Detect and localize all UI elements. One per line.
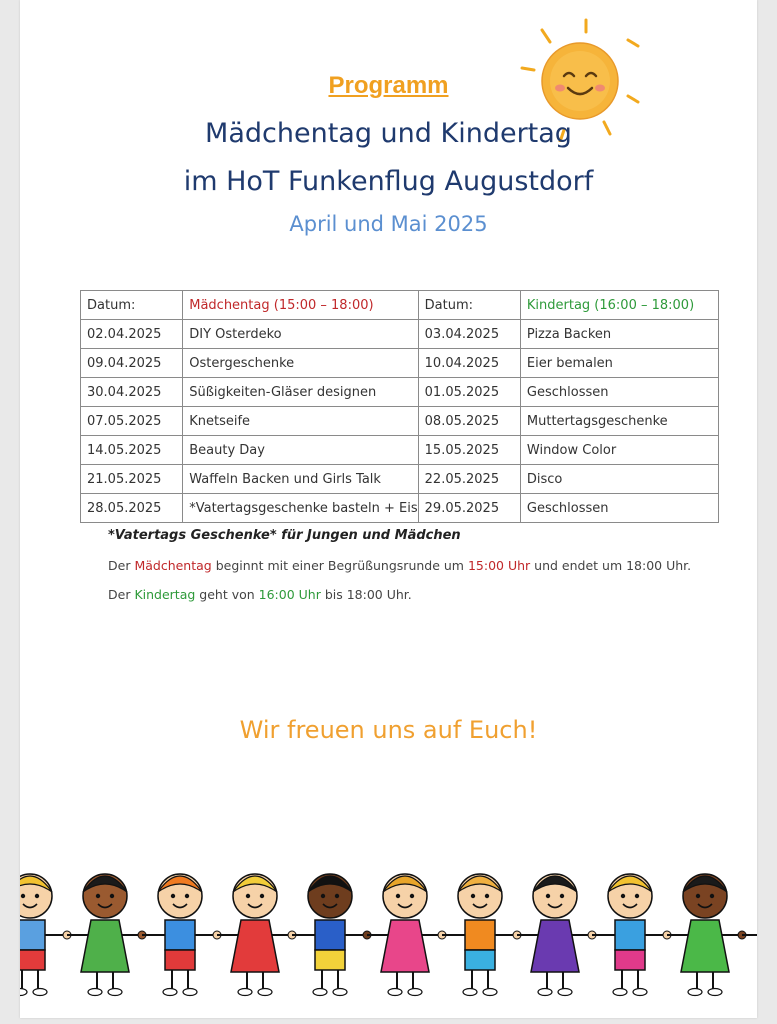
header-maedchentag: Mädchentag (15:00 – 18:00) xyxy=(183,291,418,320)
page-title-line2: im HoT Funkenflug Augustdorf xyxy=(183,166,594,197)
table-cell: 03.04.2025 xyxy=(418,320,520,349)
kindertag-info: Der Kindertag geht von 16:00 Uhr bis 18:00 Uhr. xyxy=(108,587,412,602)
table-cell: 02.04.2025 xyxy=(81,320,183,349)
header-kindertag: Kindertag (16:00 – 18:00) xyxy=(520,291,718,320)
kindertag-time-highlight: 16:00 Uhr xyxy=(258,587,321,602)
table-cell: Window Color xyxy=(520,436,718,465)
table-row xyxy=(81,436,719,465)
table-cell: 29.05.2025 xyxy=(418,494,520,523)
table-row xyxy=(81,407,719,436)
table-row xyxy=(81,378,719,407)
header-date-maedchentag: Datum: xyxy=(81,291,183,320)
table-cell: Pizza Backen xyxy=(520,320,718,349)
table-row xyxy=(81,465,719,494)
table-cell: Geschlossen xyxy=(520,494,718,523)
table-cell: 09.04.2025 xyxy=(81,349,183,378)
table-cell: 01.05.2025 xyxy=(418,378,520,407)
table-cell: Beauty Day xyxy=(183,436,418,465)
table-row xyxy=(81,349,719,378)
table-cell: 21.05.2025 xyxy=(81,465,183,494)
table-cell: Eier bemalen xyxy=(520,349,718,378)
maedchentag-highlight: Mädchentag xyxy=(134,558,212,573)
table-cell: 28.05.2025 xyxy=(81,494,183,523)
table-cell: DIY Osterdeko xyxy=(183,320,418,349)
table-cell: 10.04.2025 xyxy=(418,349,520,378)
kindertag-highlight: Kindertag xyxy=(134,587,196,602)
table-cell: Waffeln Backen und Girls Talk xyxy=(183,465,418,494)
table-cell: 15.05.2025 xyxy=(418,436,520,465)
table-cell: 07.05.2025 xyxy=(81,407,183,436)
table-cell: Süßigkeiten-Gläser designen xyxy=(183,378,418,407)
page-subtitle: April und Mai 2025 xyxy=(289,212,488,236)
table-cell: Disco xyxy=(520,465,718,494)
table-cell: 14.05.2025 xyxy=(81,436,183,465)
table-cell: Geschlossen xyxy=(520,378,718,407)
table-cell: *Vatertagsgeschenke basteln + Eis xyxy=(183,494,418,523)
page-title-line1: Mädchentag und Kindertag xyxy=(205,118,572,149)
table-cell: 30.04.2025 xyxy=(81,378,183,407)
start-time-highlight: 15:00 Uhr xyxy=(467,558,531,573)
closing-message: Wir freuen uns auf Euch! xyxy=(239,716,538,744)
table-row xyxy=(81,320,719,349)
header-date-kindertag: Datum: xyxy=(418,291,520,320)
table-cell: Muttertagsgeschenke xyxy=(520,407,718,436)
table-cell: 22.05.2025 xyxy=(418,465,520,494)
table-cell: Knetseife xyxy=(183,407,418,436)
schedule-table xyxy=(80,290,719,523)
maedchentag-info: Der Mädchentag beginnt mit einer Begrüßungsrunde um 15:00 Uhr und endet um 18:00 Uhr. xyxy=(108,558,692,573)
children-holding-hands-illustration xyxy=(20,850,757,1000)
table-row xyxy=(81,494,719,523)
table-cell: Ostergeschenke xyxy=(183,349,418,378)
footnote: *Vatertags Geschenke* für Jungen und Mädchen xyxy=(108,528,461,543)
table-header-row xyxy=(81,291,719,320)
program-heading: Programm xyxy=(328,72,449,99)
table-cell: 08.05.2025 xyxy=(418,407,520,436)
